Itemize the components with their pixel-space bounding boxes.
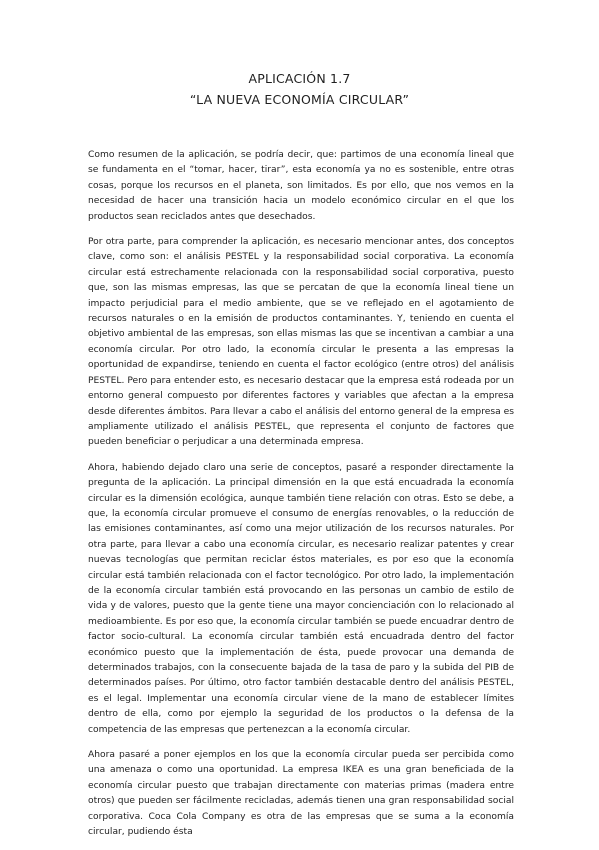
paragraph-2: Por otra parte, para comprender la aplicación, es necesario mencionar antes, dos conceptos clave, como son: el análisis PESTEL y la responsabilidad social corporativa. La economía circular está estrechamente relacionada con la responsabilidad social corporativa, puesto que, son las mismas empresas, las que se percatan de que la economía lineal tiene un impacto perjudicial para el medio ambiente, que se ve reflejado en el agotamiento de recursos naturales o en la emisión de productos contaminantes. Y, teniendo en cuenta el objetivo ambiental de las empresas, son ellas mismas las que se incentivan a cambiar a una economía circular. Por otro lado, la economía circular le presenta a las empresas la oportunidad de expandirse, teniendo en cuenta el factor ecológico (entre otros) del análisis PESTEL. Pero para entender esto, es necesario destacar que la empresa está rodeada por un entorno general compuesto por diferentes factores y variables que afectan a la empresa desde diferentes ámbitos. Para llevar a cabo el análisis del entorno general de la empresa es ampliamente utilizado el análisis PESTEL, que representa el conjunto de factores que pueden beneficiar o perjudicar a una determinada empresa.	[88, 237, 514, 448]
document-body	[88, 148, 514, 850]
paragraph-1: Como resumen de la aplicación, se podría decir, que: partimos de una economía lineal que se fundamenta en el “tomar, hacer, tirar”, esta economía ya no es sostenible, entre otras cosas, porque los recursos en el planeta, son limitados. Es por ello, que nos vemos en la necesidad de hacer una transición hacia un modelo económico circular en el que los productos sean reciclados antes que desechados.	[88, 150, 514, 222]
title-line-2: “LA NUEVA ECONOMÍA CIRCULAR”	[189, 92, 410, 107]
paragraph-3: Ahora, habiendo dejado claro una serie de conceptos, pasaré a responder directamente la pregunta de la aplicación. La principal dimensión en la que está encuadrada la economía circular es la dimensión ecológica, aunque también tiene relación con otras. Esto se debe, a que, la economía circular promueve el consumo de energías renovables, o la reducción de las emisiones contaminantes, así como una mejor utilización de los recursos naturales. Por otra parte, para llevar a cabo una economía circular, es necesario realizar patentes y crear nuevas tecnologías que permitan reciclar éstos materiales, es por eso que la economía circular está también relacionada con el factor tecnológico. Por otro lado, la implementación de la economía circular también está provocando en las personas un cambio de estilo de vida y de valores, puesto que la gente tiene una mayor concienciación con lo relacionado al medioambiente. Es por eso que, la economía circular también se puede encuadrar dentro de factor socio-cultural. La economía circular también está encuadrada dentro del factor económico puesto que la implementación de ésta, puede provocar una demanda de determinados trabajos, con la consecuente bajada de la tasa de paro y la subida del PIB de determinados países. Por último, otro factor también destacable dentro del análisis PESTEL, es el legal. Implementar una economía circular viene de la mano de establecer límites dentro de ella, como por ejemplo la seguridad de los productos o la defensa de la competencia de las empresas que pertenezcan a la economía circular.	[88, 462, 514, 735]
document-title	[0, 68, 599, 110]
paragraph-4: Ahora pasaré a poner ejemplos en los que la economía circular pueda ser percibida como una amenaza o como una oportunidad. La empresa IKEA es una gran beneficiada de la economía circular puesto que trabajan directamente con materias primas (madera entre otros) que pueden ser fácilmente recicladas, además tienen una gran responsabilidad social corporativa. Coca Cola Company es otra de las empresas que se suma a la economía circular, pudiendo ésta	[88, 750, 514, 838]
title-line-1: APLICACIÓN 1.7	[248, 71, 351, 86]
